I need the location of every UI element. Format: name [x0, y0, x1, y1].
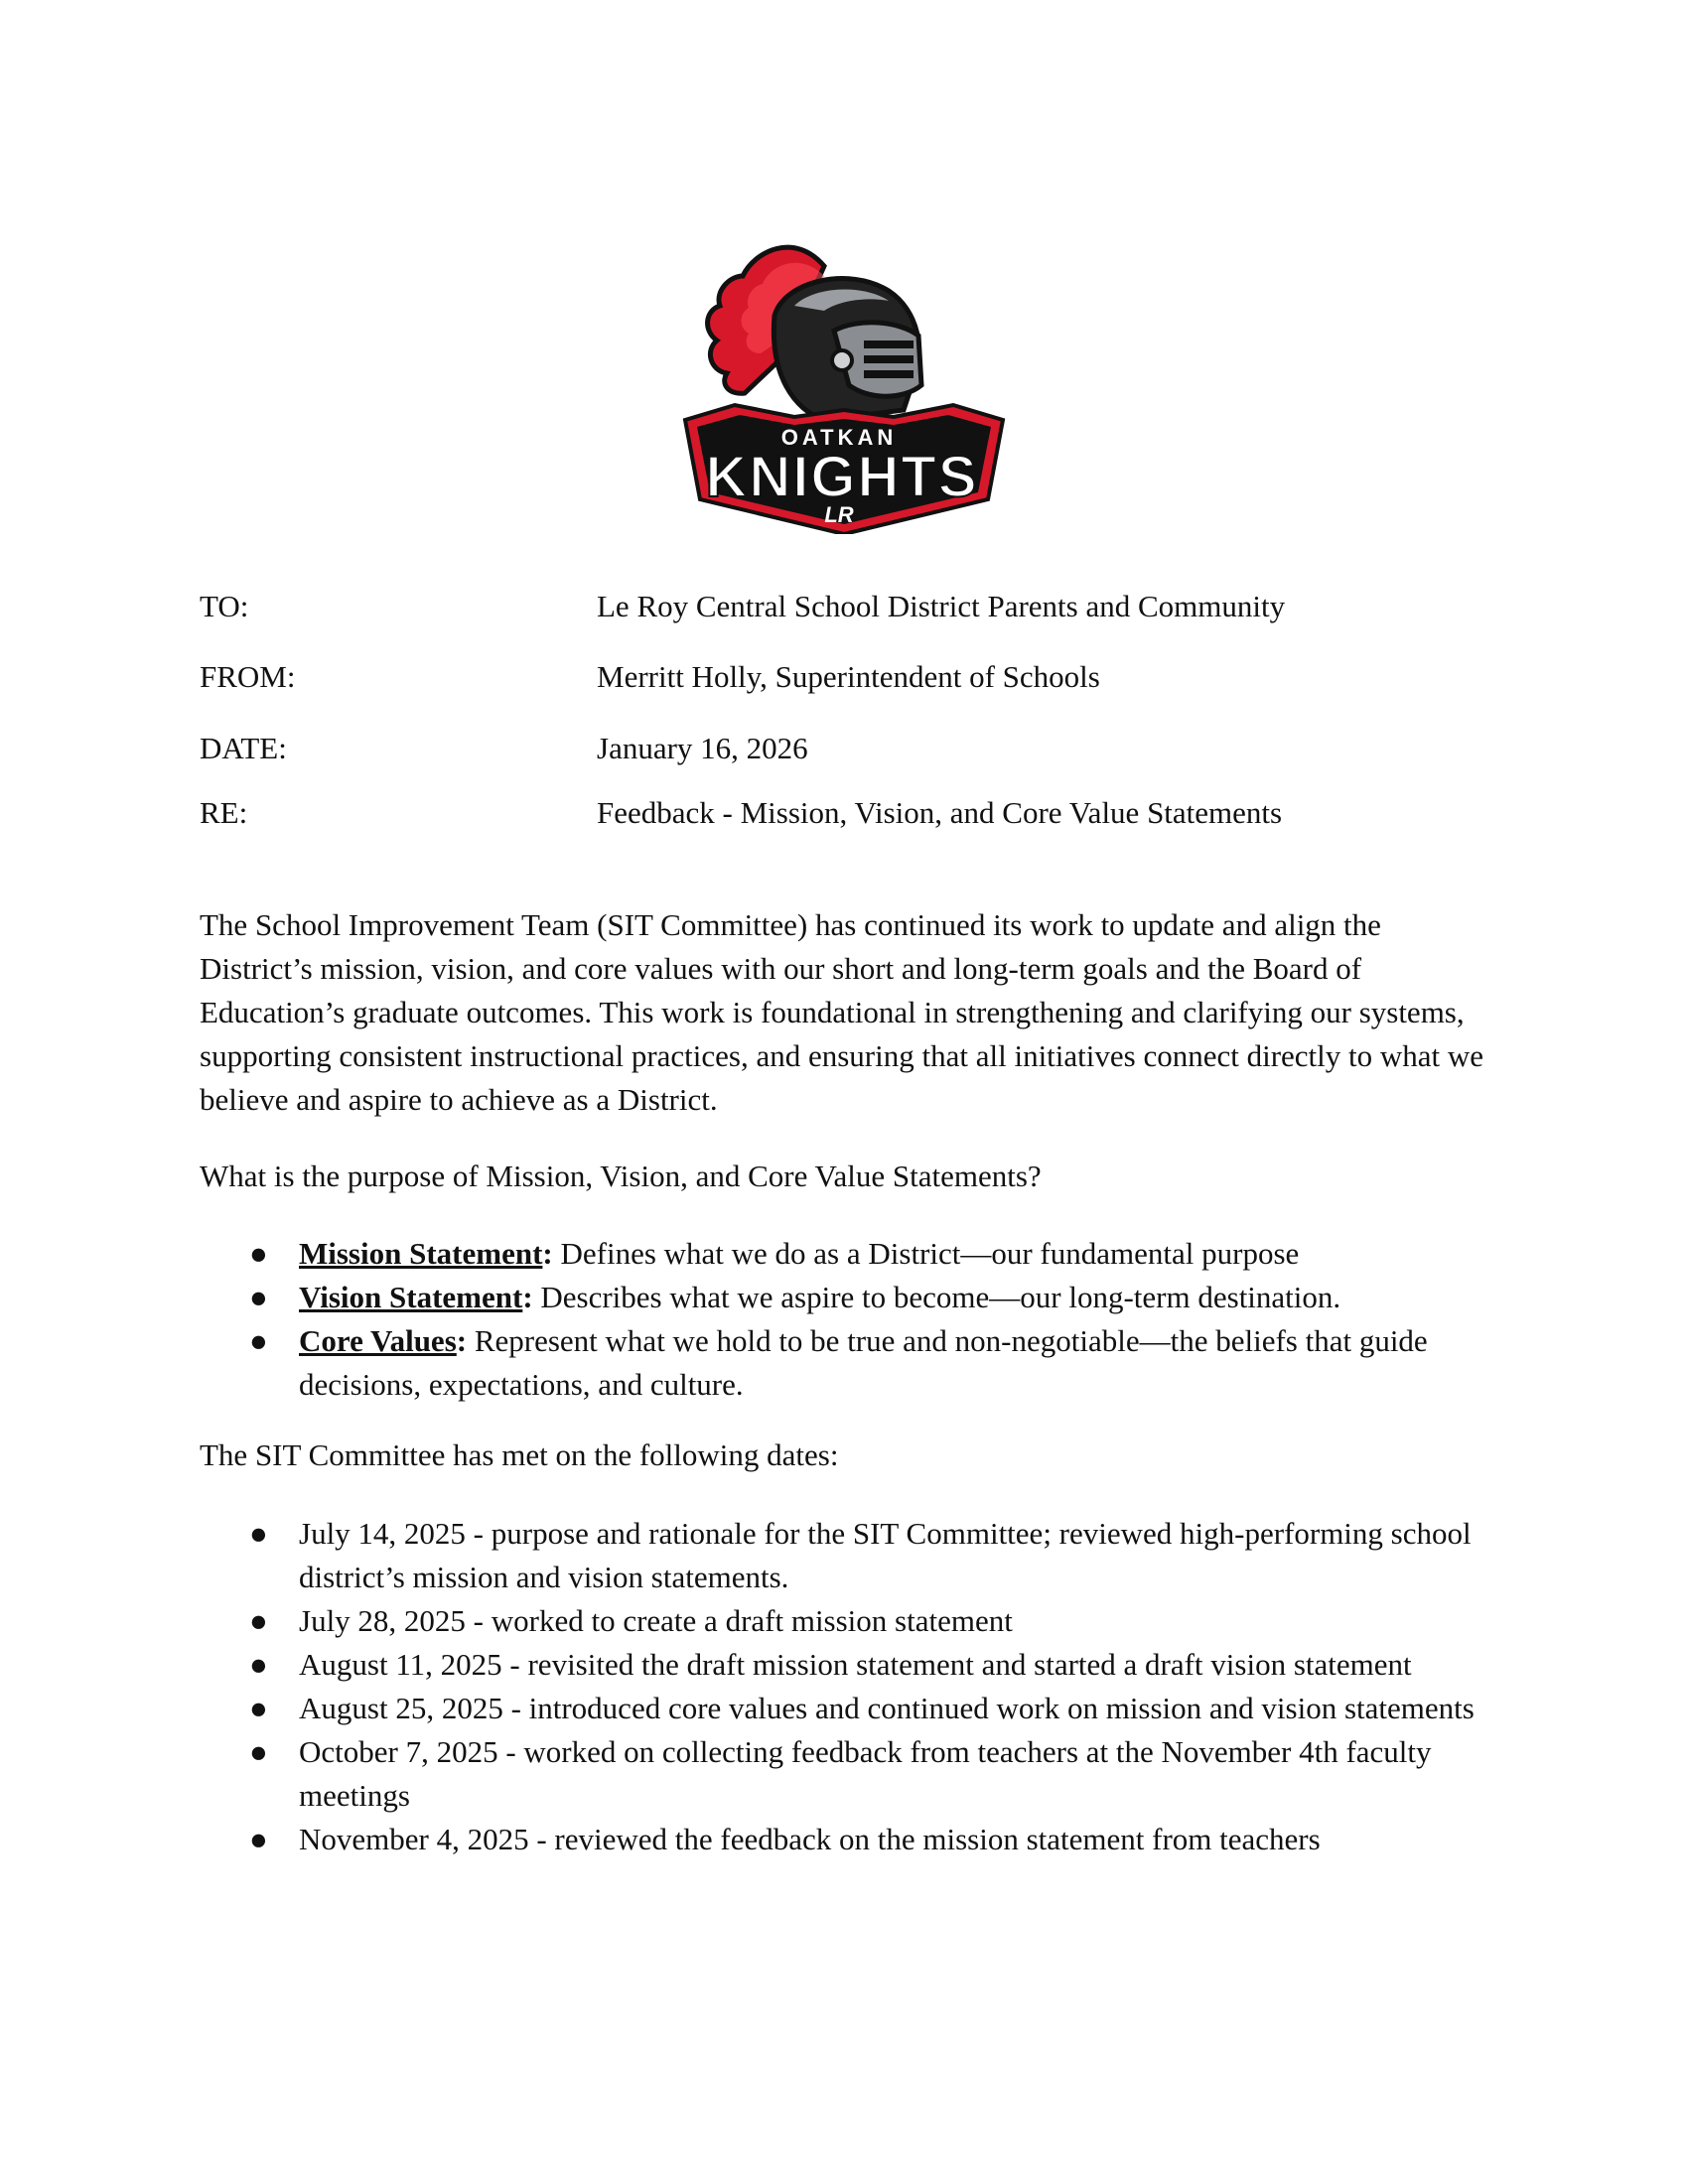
- meeting-text: October 7, 2025 - worked on collecting feedback from teachers at the November 4th faculty meetings: [299, 1734, 1432, 1813]
- memo-date-row: [200, 729, 1490, 768]
- meeting-text: July 14, 2025 - purpose and rationale for the SIT Committee; reviewed high-performing school district’s mission and vision statements.: [299, 1516, 1472, 1594]
- bullet-icon: ●: [249, 1734, 268, 1769]
- definition-colon: :: [542, 1236, 553, 1271]
- definition-item-vision: [200, 1276, 1490, 1319]
- purpose-question: What is the purpose of Mission, Vision, and Core Value Statements?: [200, 1159, 1042, 1193]
- knight-helmet: [774, 279, 921, 420]
- definition-colon: :: [456, 1323, 468, 1358]
- memo-date-label: DATE:: [200, 731, 287, 765]
- meeting-item: [200, 1730, 1490, 1818]
- logo-top-word: OATKAN: [780, 425, 898, 450]
- definition-item-mission: [200, 1232, 1490, 1276]
- meeting-text: August 11, 2025 - revisited the draft mission statement and started a draft vision statement: [299, 1647, 1412, 1682]
- memo-to-row: [200, 587, 1490, 626]
- meeting-item: [200, 1818, 1490, 1861]
- definitions-list: [200, 1232, 1490, 1407]
- bullet-icon: ●: [249, 1647, 268, 1682]
- meeting-text: November 4, 2025 - reviewed the feedback on the mission statement from teachers: [299, 1822, 1321, 1856]
- bullet-icon: ●: [249, 1516, 268, 1551]
- memo-from-value: Merritt Holly, Superintendent of Schools: [597, 659, 1100, 694]
- oatkan-knights-logo: [675, 236, 1013, 534]
- memo-re-label: RE:: [200, 795, 248, 830]
- bullet-icon: ●: [249, 1323, 268, 1358]
- memo-re-row: [200, 793, 1490, 833]
- meetings-intro: The SIT Committee has met on the following dates:: [200, 1437, 839, 1472]
- definition-term: Mission Statement: [299, 1236, 543, 1271]
- memo-to-label: TO:: [200, 589, 249, 623]
- meeting-text: July 28, 2025 - worked to create a draft mission statement: [299, 1603, 1013, 1638]
- definition-text: Represent what we hold to be true and non-negotiable—the beliefs that guide decisions, expectations, and culture.: [299, 1323, 1428, 1402]
- memo-re-value: Feedback - Mission, Vision, and Core Value Statements: [597, 795, 1283, 830]
- definition-text: Describes what we aspire to become—our long-term destination.: [532, 1280, 1341, 1314]
- memo-from-label: FROM:: [200, 659, 296, 694]
- bullet-icon: ●: [249, 1280, 268, 1314]
- bullet-icon: ●: [249, 1603, 268, 1638]
- memo-from-row: [200, 657, 1490, 697]
- meeting-item: [200, 1643, 1490, 1687]
- bullet-icon: ●: [249, 1822, 268, 1856]
- meeting-item: [200, 1599, 1490, 1643]
- definition-colon: :: [522, 1280, 533, 1314]
- bullet-icon: ●: [249, 1691, 268, 1725]
- meeting-text: August 25, 2025 - introduced core values and continued work on mission and vision statements: [299, 1691, 1475, 1725]
- definition-item-core-values: [200, 1319, 1490, 1407]
- logo-initials: LR: [824, 502, 854, 527]
- meeting-item: [200, 1687, 1490, 1730]
- bullet-icon: ●: [249, 1236, 268, 1271]
- definition-term: Core Values: [299, 1323, 457, 1358]
- meeting-item: [200, 1512, 1490, 1599]
- intro-paragraph: The School Improvement Team (SIT Committee) has continued its work to update and align the District’s mission, vision, and core values with our short and long-term goals and the Board of Education’s graduate outcomes. This work is foundational in strengthening and clarifying our systems, supporting consistent instructional practices, and ensuring that all initiatives connect directly to what we believe and aspire to achieve as a District.: [200, 907, 1484, 1117]
- memo-to-value: Le Roy Central School District Parents and Community: [597, 589, 1286, 623]
- logo-main-word: KNIGHTS: [705, 445, 979, 509]
- meetings-list: [200, 1512, 1490, 1861]
- memo-date-value: January 16, 2026: [597, 731, 808, 765]
- definition-text: Defines what we do as a District—our fundamental purpose: [552, 1236, 1300, 1271]
- definition-term: Vision Statement: [299, 1280, 523, 1314]
